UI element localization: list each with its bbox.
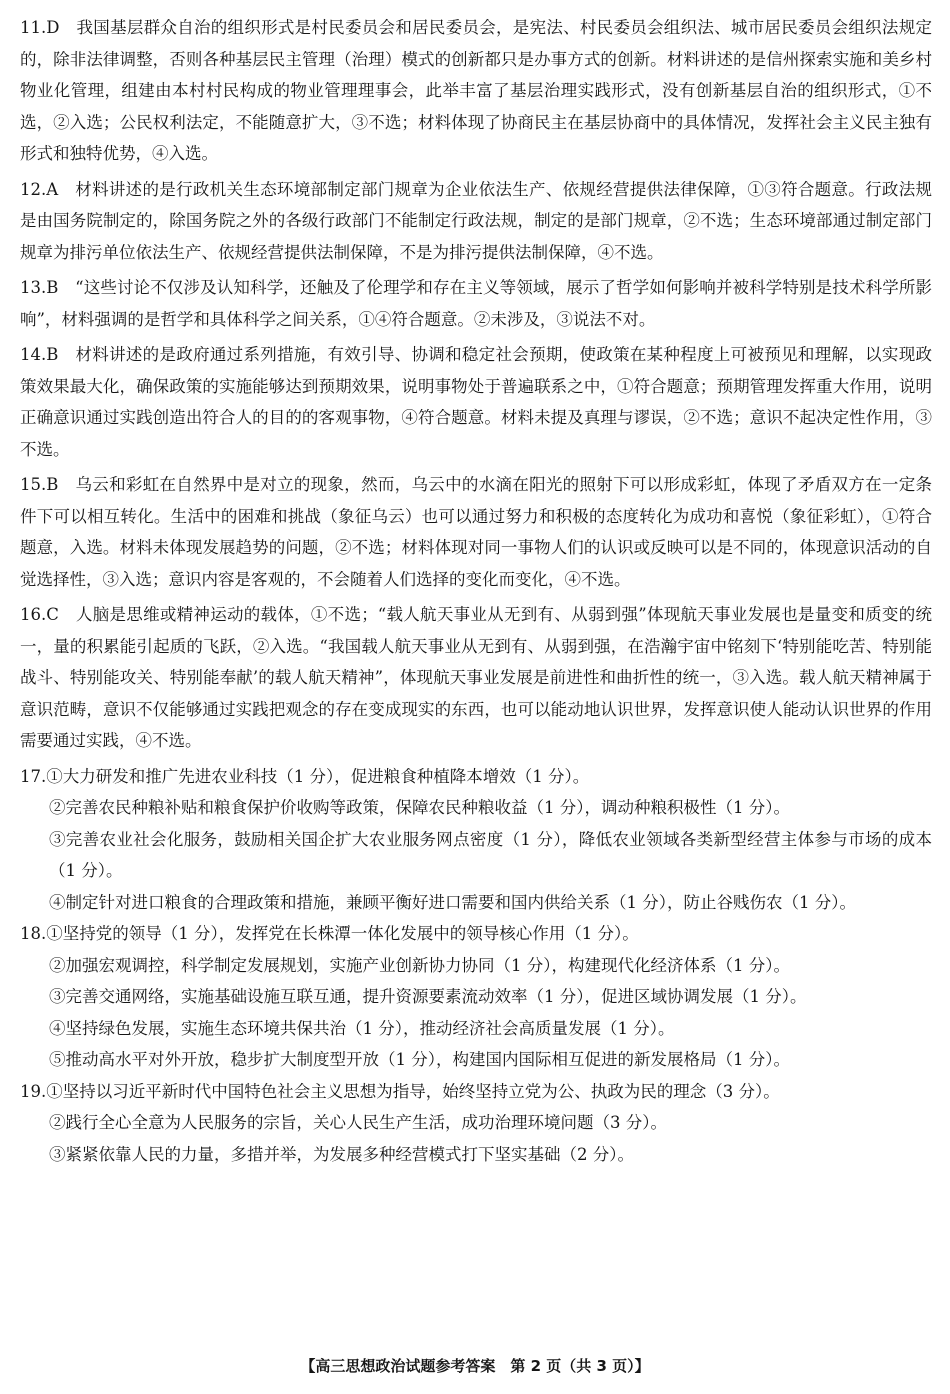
- answer-q19-item: ②践行全心全意为人民服务的宗旨，关心人民生产生活，成功治理环境问题（3 分）。: [49, 1113, 667, 1132]
- answer-q18-lead: 18.①坚持党的领导（1 分），发挥党在长株潭一体化发展中的领导核心作用（1 分）。: [20, 924, 639, 943]
- answer-q19-lead: 19.①坚持以习近平新时代中国特色社会主义思想为指导，始终坚持立党为公、执政为民的理念（3 分）。: [20, 1081, 780, 1101]
- answer-q18-item: ④坚持绿色发展，实施生态环境共保共治（1 分），推动经济社会高质量发展（1 分）。: [49, 1018, 675, 1038]
- answer-q17: [20, 761, 932, 919]
- answer-page: [20, 0, 932, 1170]
- answer-q19: [20, 1076, 932, 1171]
- answer-q16: 16.C 人脑是思维或精神运动的载体，①不选；“载人航天事业从无到有、从弱到强”体现航天事业发展也是量变和质变的统一，量的积累能引起质的飞跃，②入选。“我国载人航天事业从无到有、从弱到强，在浩瀚宇宙中铭刻下‘特别能吃苦、特别能战斗、特别能攻关、特别能奉献’的载人航天精神”，体现航天事业发展是前进性和曲折性的统一，③入选。载人航天精神属于意识范畴，意识不仅能够通过实践把观念的存在变成现实的东西，也可以能动地认识世界，发挥意识使人能动认识世界的作用需要通过实践，④不选。: [20, 605, 932, 750]
- answer-q18-item: ②加强宏观调控，科学制定发展规划，实施产业创新协力协同（1 分），构建现代化经济体系（1 分）。: [49, 955, 790, 975]
- answer-q15: 15.B 乌云和彩虹在自然界中是对立的现象，然而，乌云中的水滴在阳光的照射下可以形成彩虹，体现了矛盾双方在一定条件下可以相互转化。生活中的困难和挑战（象征乌云）也可以通过努力和积极的态度转化为成功和喜悦（象征彩虹），①符合题意，入选。材料未体现发展趋势的问题，②不选；材料体现对同一事物人们的认识或反映可以是不同的，体现意识活动的自觉选择性，③入选；意识内容是客观的，不会随着人们选择的变化而变化，④不选。: [20, 475, 932, 589]
- answer-q12: 12.A 材料讲述的是行政机关生态环境部制定部门规章为企业依法生产、依规经营提供法律保障，①③符合题意。行政法规是由国务院制定的，除国务院之外的各级行政部门不能制定行政法规，制定的是部门规章，②不选；生态环境部通过制定部门规章为排污单位依法生产、依规经营提供法制保障，不是为排污提供法制保障，④不选。: [20, 179, 932, 262]
- answer-q19-item: ③紧紧依靠人民的力量，多措并举，为发展多种经营模式打下坚实基础（2 分）。: [49, 1144, 634, 1164]
- answer-q17-item: ④制定针对进口粮食的合理政策和措施，兼顾平衡好进口需要和国内供给关系（1 分），防止谷贱伤农（1 分）。: [49, 892, 856, 912]
- answer-q11: 11.D 我国基层群众自治的组织形式是村民委员会和居民委员会，是宪法、村民委员会组织法、城市居民委员会组织法规定的，除非法律调整，否则各种基层民主管理（治理）模式的创新都只是办事方式的创新。材料讲述的是信州探索实施和美乡村物业化管理，组建由本村村民构成的物业管理理事会，此举丰富了基层治理实践形式，没有创新基层自治的组织形式，①不选，②入选；公民权利法定，不能随意扩大，③不选；材料体现了协商民主在基层协商中的具体情况，发挥社会主义民主独有形式和独特优势，④入选。: [20, 18, 932, 163]
- answer-q18-item: ③完善交通网络，实施基础设施互联互通，提升资源要素流动效率（1 分），促进区域协调发展（1 分）。: [49, 987, 807, 1006]
- answer-q14: 14.B 材料讲述的是政府通过系列措施，有效引导、协调和稳定社会预期，使政策在某种程度上可被预见和理解，以实现政策效果最大化，确保政策的实施能够达到预期效果，说明事物处于普遍联系之中，①符合题意；预期管理发挥重大作用，说明正确意识通过实践创造出符合人的目的的客观事物，④符合题意。材料未提及真理与谬误，②不选；意识不起决定性作用，③不选。: [20, 345, 932, 459]
- answer-q17-lead: 17.①大力研发和推广先进农业科技（1 分），促进粮食种植降本增效（1 分）。: [20, 766, 590, 786]
- answer-q18-item: ⑤推动高水平对外开放，稳步扩大制度型开放（1 分），构建国内国际相互促进的新发展格局（1 分）。: [49, 1050, 790, 1069]
- answer-q17-item: ②完善农民种粮补贴和粮食保护价收购等政策，保障农民种粮收益（1 分），调动种粮积极性（1 分）。: [49, 798, 790, 817]
- page-footer: 【高三思想政治试题参考答案 第 2 页（共 3 页）】: [300, 1357, 650, 1375]
- answer-q18: [20, 918, 932, 1076]
- answer-q13: 13.B “这些讨论不仅涉及认知科学，还触及了伦理学和存在主义等领域，展示了哲学如何影响并被科学特别是技术科学所影响”，材料强调的是哲学和具体科学之间关系，①④符合题意。②未涉及，③说法不对。: [20, 278, 932, 329]
- answer-content: [20, 0, 932, 1170]
- answer-q17-item: ③完善农业社会化服务，鼓励相关国企扩大农业服务网点密度（1 分），降低农业领域各类新型经营主体参与市场的成本（1 分）。: [49, 829, 932, 880]
